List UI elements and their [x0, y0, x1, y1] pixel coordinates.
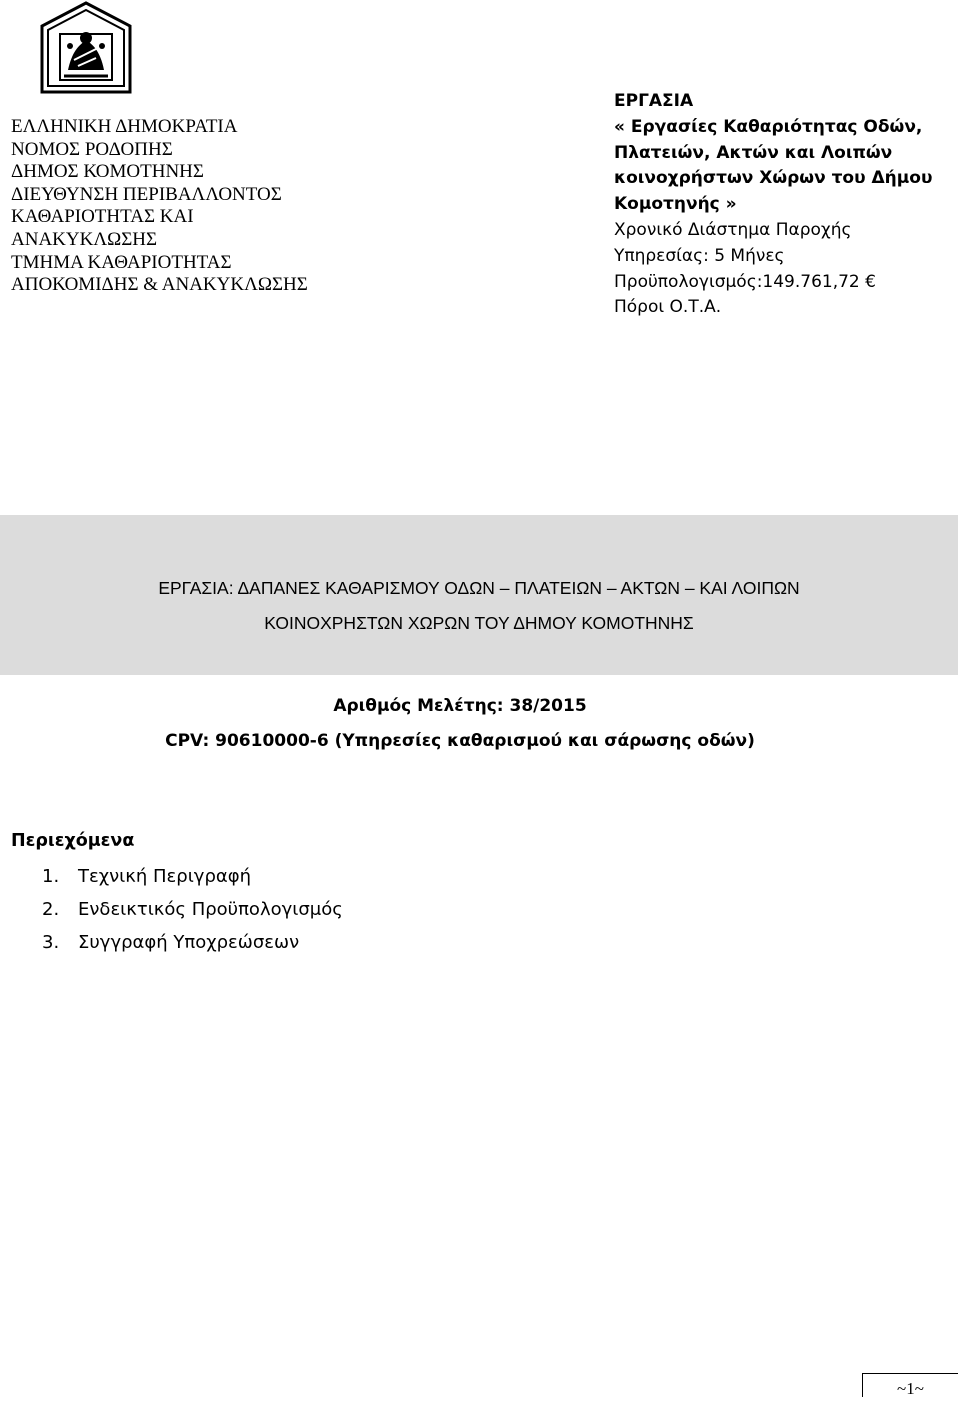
project-info	[614, 89, 954, 321]
service-duration-value: Υπηρεσίας: 5 Μήνες	[614, 245, 785, 266]
authority-line: ΤΜΗΜΑ ΚΑΘΑΡΙΟΤΗΤΑΣ	[11, 251, 232, 273]
toc-item-label: Τεχνική Περιγραφή	[78, 866, 252, 887]
title-banner	[0, 515, 958, 675]
authority-line: ΔΙΕΥΘΥΝΣΗ ΠΕΡΙΒΑΛΛΟΝΤΟΣ	[11, 183, 282, 205]
toc-item-number: 1.	[42, 866, 60, 887]
page-number: ~1~	[862, 1373, 958, 1397]
project-title-line: Κομοτηνής »	[614, 194, 737, 215]
cpv-code: CPV: 90610000-6 (Υπηρεσίες καθαρισμού και σάρωσης οδών)	[165, 731, 755, 751]
authority-line: ΝΟΜΟΣ ΡΟΔΟΠΗΣ	[11, 138, 173, 160]
issuing-authority	[11, 116, 411, 297]
toc-item[interactable]	[42, 930, 343, 963]
contents-title: Περιεχόμενα	[11, 831, 135, 851]
authority-line: ΚΑΘΑΡΙΟΤΗΤΑΣ ΚΑΙ	[11, 206, 194, 228]
toc-item[interactable]	[42, 864, 343, 897]
study-number: Αριθμός Μελέτης: 38/2015	[333, 696, 587, 716]
toc-item-label: Ενδεικτικός Προϋπολογισμός	[78, 899, 343, 920]
project-heading: ΕΡΓΑΣΙΑ	[614, 91, 694, 111]
toc-item-label: Συγγραφή Υποχρεώσεων	[78, 932, 300, 953]
banner-title-line: ΚΟΙΝΟΧΡΗΣΤΩΝ ΧΩΡΩΝ ΤΟΥ ΔΗΜΟΥ ΚΟΜΟΤΗΝΗΣ	[264, 613, 694, 633]
toc-item-number: 2.	[42, 899, 60, 920]
project-title-line: « Εργασίες Καθαριότητας Οδών,	[614, 116, 923, 137]
table-of-contents	[42, 864, 343, 963]
authority-line: ΔΗΜΟΣ ΚΟΜΟΤΗΝΗΣ	[11, 161, 204, 183]
banner-title-line: ΕΡΓΑΣΙΑ: ΔΑΠΑΝΕΣ ΚΑΘΑΡΙΣΜΟΥ ΟΔΩΝ – ΠΛΑΤΕΙΩΝ – ΑΚΤΩΝ – ΚΑΙ ΛΟΙΠΩΝ	[158, 578, 800, 598]
municipality-seal-icon	[38, 0, 134, 96]
project-title-line: κοινοχρήστων Χώρων του Δήμου	[614, 168, 933, 189]
toc-item-number: 3.	[42, 932, 60, 953]
toc-item[interactable]	[42, 897, 343, 930]
budget: Προϋπολογισμός:149.761,72 €	[614, 271, 876, 292]
authority-line: ΕΛΛΗΝΙΚΗ ΔΗΜΟΚΡΑΤΙΑ	[11, 116, 238, 137]
funding-source: Πόροι Ο.Τ.Α.	[614, 297, 722, 318]
service-duration-label: Χρονικό Διάστημα Παροχής	[614, 219, 852, 240]
project-title-line: Πλατειών, Ακτών και Λοιπών	[614, 142, 893, 163]
authority-line: ΑΝΑΚΥΚΛΩΣΗΣ	[11, 228, 158, 250]
authority-line: ΑΠΟΚΟΜΙΔΗΣ & ΑΝΑΚΥΚΛΩΣΗΣ	[11, 274, 308, 296]
